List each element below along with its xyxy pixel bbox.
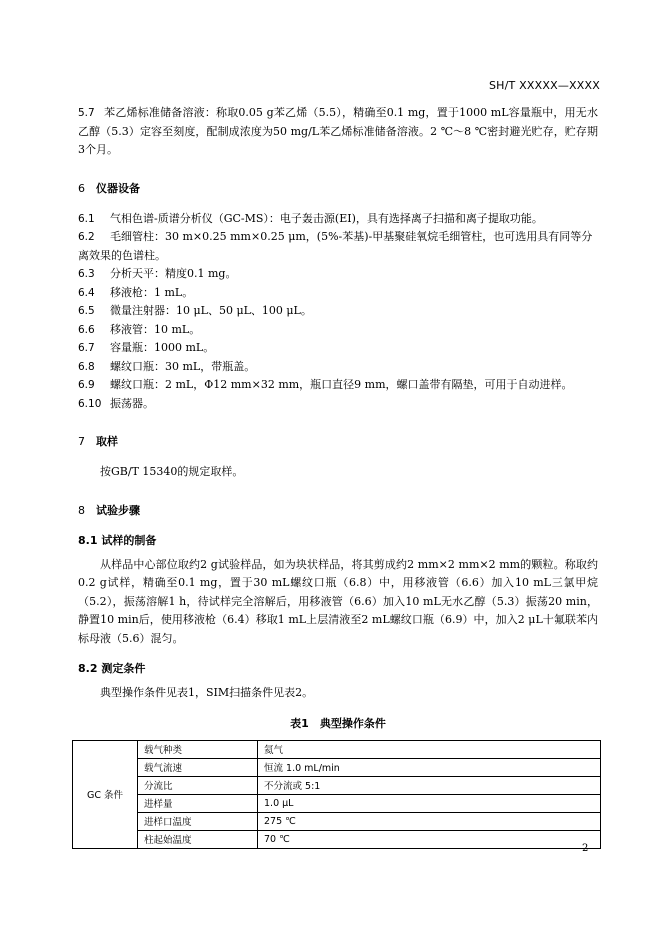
param-value: 不分流或 5:1 — [258, 776, 601, 794]
item-number: 6.6 — [78, 323, 95, 336]
item-text: 螺纹口瓶：30 mL，带瓶盖。 — [110, 359, 256, 373]
item-text: 毛细管柱：30 m×0.25 mm×0.25 μm，(5%-苯基)-甲基聚硅氧烷毛细管柱，也可选用具有同等分离效果的色谱柱。 — [78, 230, 593, 262]
document-code: SH/T XXXXX—XXXX — [489, 79, 600, 92]
item-text: 微量注射器：10 μL、50 μL、100 μL。 — [110, 304, 312, 317]
item-number: 6.1 — [78, 212, 95, 225]
list-item — [78, 302, 598, 321]
table-row — [73, 776, 601, 794]
item-number: 6.10 — [78, 397, 102, 410]
section-number: 6 — [78, 181, 85, 195]
section-title: 试验步骤 — [96, 503, 140, 517]
item-number: 6.3 — [78, 268, 95, 280]
param-value: 氦气 — [258, 740, 601, 758]
item-text: 移液管：10 mL。 — [110, 322, 201, 336]
param-name: 载气流速 — [138, 758, 258, 776]
list-item — [78, 228, 598, 265]
list-item — [78, 339, 598, 358]
clause-text: 苯乙烯标准储备溶液：称取0.05 g苯乙烯（5.5），精确至0.1 mg，置于1000 mL容量瓶中，用无水乙醇（5.3）定容至刻度，配制成浓度为50 mg/L苯乙烯标准储备溶液。2 ℃～8 ℃密封避光贮存，贮存期3个月。 — [78, 106, 598, 156]
list-item — [78, 210, 598, 229]
list-item — [78, 321, 598, 340]
item-text: 螺纹口瓶：2 mL，Φ12 mm×32 mm，瓶口直径9 mm，螺口盖带有隔垫，可用于自动进样。 — [110, 378, 573, 391]
param-name: 柱起始温度 — [138, 830, 258, 848]
item-number: 6.4 — [78, 286, 95, 299]
item-number: 6.7 — [78, 342, 95, 354]
clause-5-7 — [78, 104, 598, 160]
section-6-heading — [78, 180, 598, 196]
param-value: 70 ℃ — [258, 830, 601, 848]
list-item — [78, 284, 598, 303]
item-number: 6.9 — [78, 379, 95, 391]
table-caption: 表1 典型操作条件 — [290, 716, 386, 730]
page-number: 2 — [582, 843, 589, 854]
list-item — [78, 395, 598, 414]
item-number: 6.8 — [78, 360, 95, 373]
item-text: 分析天平：精度0.1 mg。 — [110, 267, 237, 280]
table-row — [73, 812, 601, 830]
page-content — [78, 104, 598, 849]
param-name: 分流比 — [138, 776, 258, 794]
param-value: 恒流 1.0 mL/min — [258, 758, 601, 776]
clause-number: 5.7 — [78, 107, 95, 119]
param-name: 进样量 — [138, 794, 258, 812]
section-title: 仪器设备 — [96, 181, 140, 195]
sample-preparation-text: 从样品中心部位取约2 g试验样品，如为块状样品，将其剪成约2 mm×2 mm×2 mm的颗粒。称取约0.2 g试样，精确至0.1 mg，置于30 mL螺纹口瓶（6.8）中，用移液管（6.6）加入10 mL三氯甲烷（5.2），振荡溶解1 h，待试样完全溶解后，用移液管（6.6）加入10 mL无水乙醇（5.3）振荡20 min，静置10 min后，使用移液枪（6.4）移取1 mL上层清液至2 mL螺纹口瓶（6.9）中，加入2 μL十氟联苯内标母液（5.6）混匀。 — [78, 557, 598, 645]
list-item — [78, 265, 598, 284]
equipment-list — [78, 210, 598, 414]
list-item — [78, 376, 598, 395]
param-value: 1.0 μL — [258, 794, 601, 812]
table-row — [73, 758, 601, 776]
section-7-heading — [78, 433, 598, 449]
subsection-8-1-heading: 8.1 试样的制备 — [78, 533, 157, 547]
group-cell: GC 条件 — [73, 740, 138, 848]
table-row — [73, 740, 601, 758]
section-number: 8 — [78, 503, 85, 517]
item-text: 移液枪：1 mL。 — [110, 285, 194, 299]
section-number: 7 — [78, 435, 85, 448]
table-row — [73, 794, 601, 812]
item-number: 6.2 — [78, 231, 95, 243]
section-8-heading — [78, 502, 598, 518]
item-text: 容量瓶：1000 mL。 — [110, 341, 215, 354]
table-row — [73, 830, 601, 848]
conditions-text: 典型操作条件见表1，SIM扫描条件见表2。 — [100, 686, 314, 699]
item-text: 振荡器。 — [110, 396, 154, 410]
subsection-8-2-heading: 8.2 测定条件 — [78, 662, 146, 675]
param-value: 275 ℃ — [258, 812, 601, 830]
item-number: 6.5 — [78, 305, 95, 317]
item-text: 气相色谱-质谱分析仪（GC-MS）：电子轰击源(EI)，具有选择离子扫描和离子提取功能。 — [110, 211, 543, 225]
sampling-text: 按GB/T 15340的规定取样。 — [100, 465, 244, 478]
operating-conditions-table — [72, 740, 601, 849]
param-name: 进样口温度 — [138, 812, 258, 830]
list-item — [78, 358, 598, 377]
param-name: 载气种类 — [138, 740, 258, 758]
section-title: 取样 — [96, 435, 118, 448]
